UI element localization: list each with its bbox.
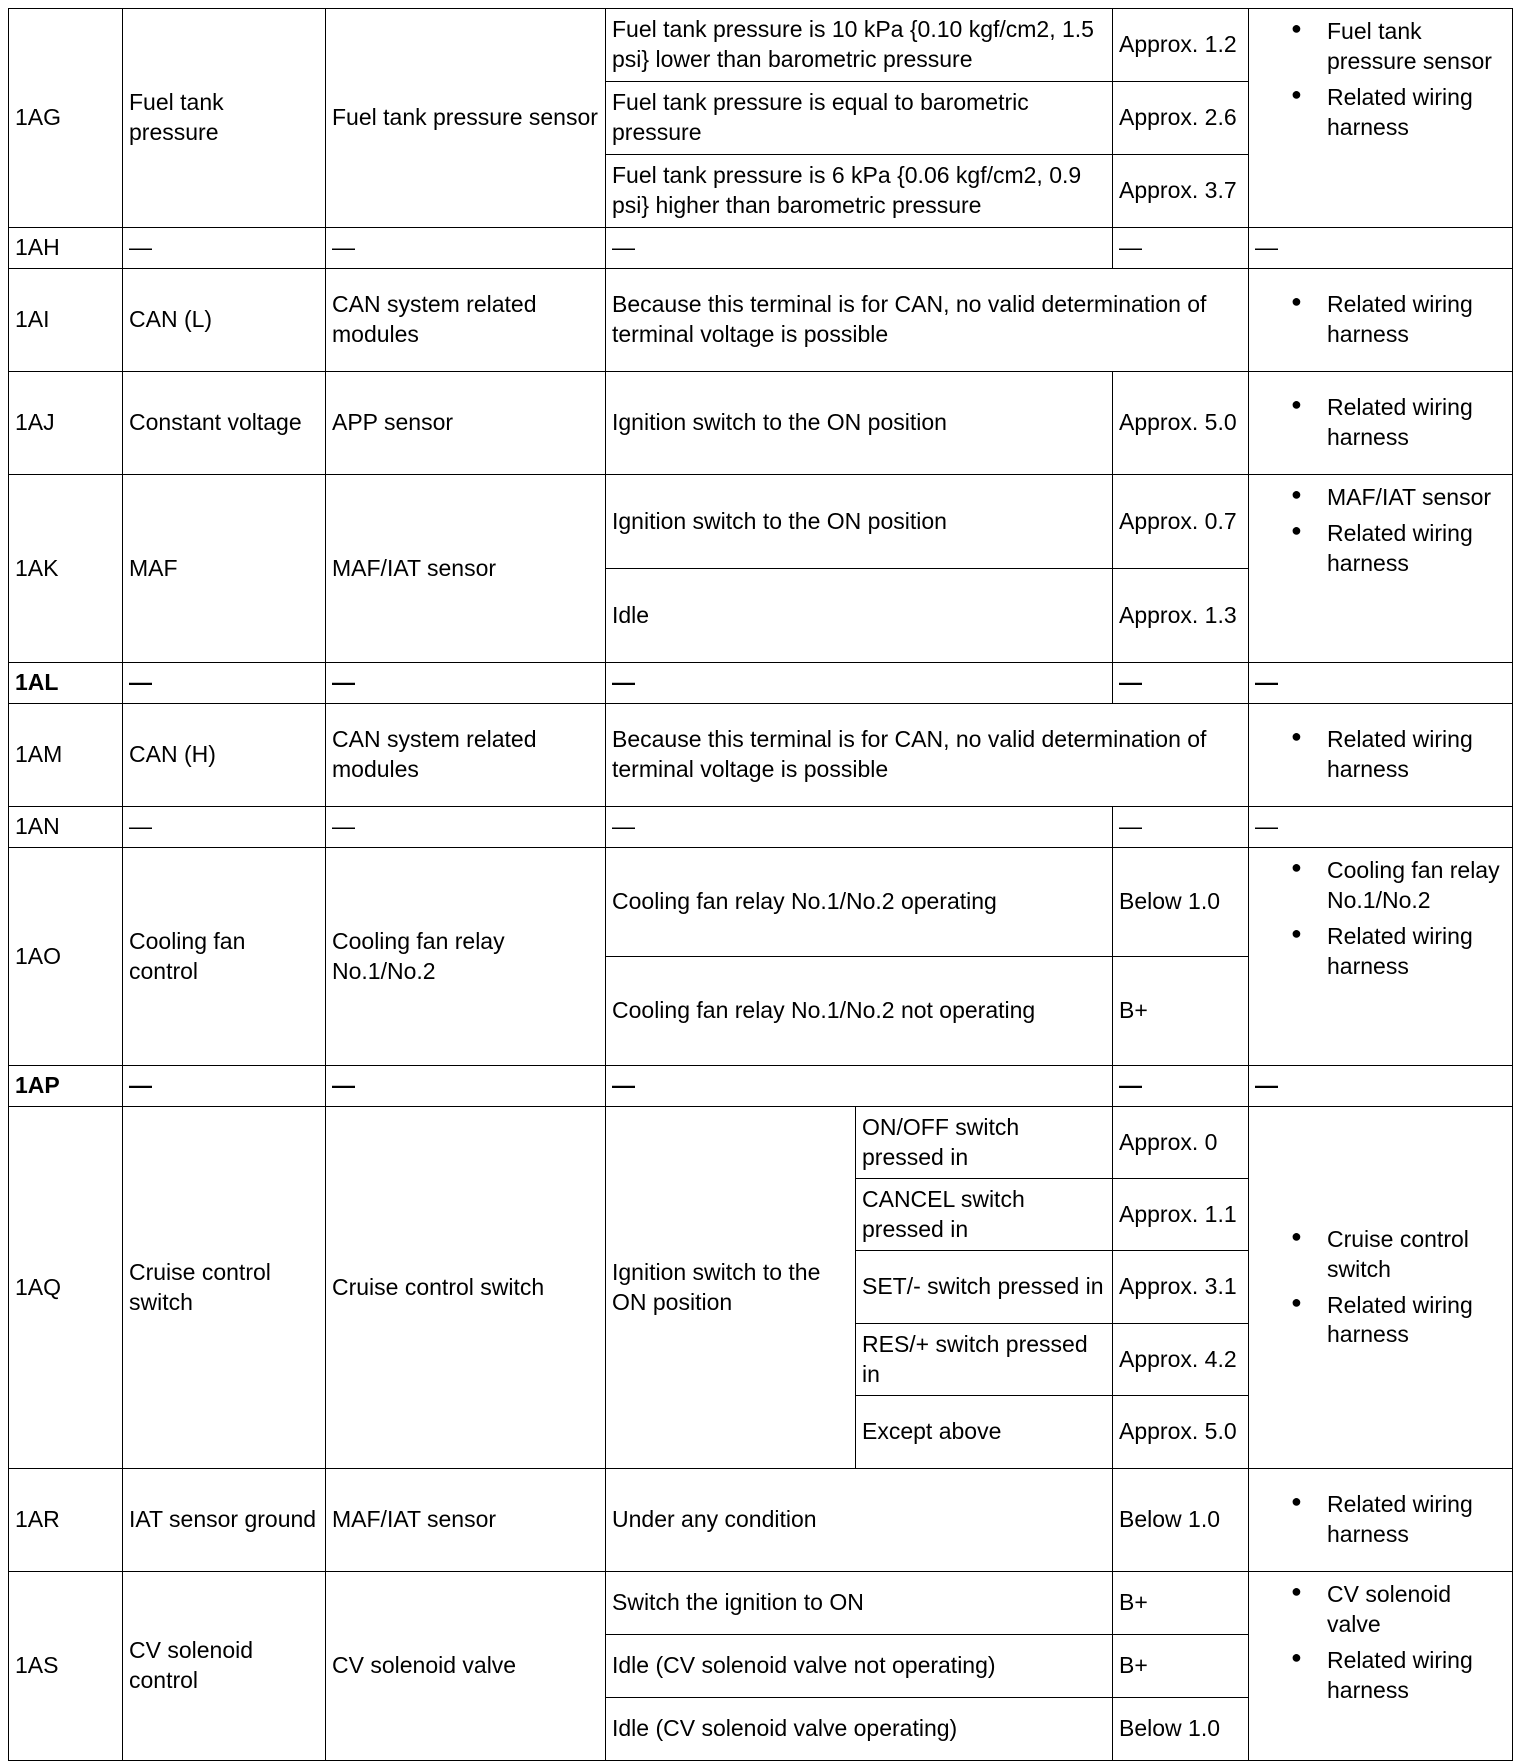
- table-row: [9, 475, 1513, 569]
- voltage-cell: Approx. 5.0: [1113, 372, 1249, 475]
- table-row: [9, 704, 1513, 807]
- terminal-cell: 1AM: [9, 704, 123, 807]
- voltage-cell: B+: [1113, 1572, 1249, 1635]
- terminal-cell: 1AO: [9, 848, 123, 1066]
- table-row: [9, 1469, 1513, 1572]
- connected-to-cell: —: [326, 1066, 606, 1107]
- connected-to-cell: CV solenoid valve: [326, 1572, 606, 1761]
- condition-cell: Fuel tank pressure is equal to barometric pressure: [606, 82, 1113, 155]
- voltage-cell: —: [1113, 228, 1249, 269]
- terminal-cell: 1AP: [9, 1066, 123, 1107]
- table-row: [9, 848, 1513, 957]
- table-row: [9, 663, 1513, 704]
- condition-cell: Idle (CV solenoid valve operating): [606, 1698, 1113, 1761]
- inspection-item: ● Related wiring harness: [1255, 1291, 1506, 1351]
- voltage-cell: Approx. 5.0: [1113, 1396, 1249, 1469]
- terminal-cell: 1AG: [9, 9, 123, 228]
- note-cell: Because this terminal is for CAN, no valid determination of terminal voltage is possible: [606, 704, 1249, 807]
- signal-cell: CV solenoid control: [123, 1572, 326, 1761]
- voltage-cell: B+: [1113, 957, 1249, 1066]
- signal-cell: Constant voltage: [123, 372, 326, 475]
- signal-cell: CAN (L): [123, 269, 326, 372]
- table-row: [9, 1107, 1513, 1179]
- connected-to-cell: —: [326, 663, 606, 704]
- connected-to-cell: —: [326, 228, 606, 269]
- signal-cell: MAF: [123, 475, 326, 663]
- signal-cell: —: [123, 1066, 326, 1107]
- voltage-cell: Approx. 0: [1113, 1107, 1249, 1179]
- voltage-cell: B+: [1113, 1635, 1249, 1698]
- inspection-cell: —: [1249, 663, 1513, 704]
- condition-cell: Idle: [606, 569, 1113, 663]
- condition-cell: Cooling fan relay No.1/No.2 not operating: [606, 957, 1113, 1066]
- inspection-item: ● CV solenoid valve: [1255, 1580, 1506, 1640]
- sub-condition-cell: RES/+ switch pressed in: [856, 1324, 1113, 1396]
- inspection-cell: [1249, 1469, 1513, 1572]
- table-row: [9, 372, 1513, 475]
- note-cell: Because this terminal is for CAN, no valid determination of terminal voltage is possible: [606, 269, 1249, 372]
- signal-cell: CAN (H): [123, 704, 326, 807]
- signal-cell: —: [123, 663, 326, 704]
- voltage-cell: Below 1.0: [1113, 1698, 1249, 1761]
- condition-cell: Ignition switch to the ON position: [606, 372, 1113, 475]
- voltage-cell: —: [1113, 1066, 1249, 1107]
- table-row: [9, 228, 1513, 269]
- terminal-cell: 1AL: [9, 663, 123, 704]
- sub-condition-cell: CANCEL switch pressed in: [856, 1179, 1113, 1251]
- inspection-item: ● MAF/IAT sensor: [1255, 483, 1506, 513]
- inspection-item: ● Related wiring harness: [1255, 922, 1506, 982]
- signal-cell: IAT sensor ground: [123, 1469, 326, 1572]
- inspection-item: ● Cooling fan relay No.1/No.2: [1255, 856, 1506, 916]
- inspection-item: ● Related wiring harness: [1255, 393, 1506, 453]
- terminal-cell: 1AS: [9, 1572, 123, 1761]
- condition-cell: Ignition switch to the ON position: [606, 475, 1113, 569]
- condition-cell: Switch the ignition to ON: [606, 1572, 1113, 1635]
- table-row: [9, 269, 1513, 372]
- inspection-item: ● Cruise control switch: [1255, 1225, 1506, 1285]
- signal-cell: —: [123, 807, 326, 848]
- inspection-cell: [1249, 475, 1513, 663]
- condition-cell: —: [606, 1066, 1113, 1107]
- inspection-item: ● Related wiring harness: [1255, 1490, 1506, 1550]
- inspection-cell: [1249, 9, 1513, 228]
- table-row: [9, 807, 1513, 848]
- connected-to-cell: CAN system related modules: [326, 704, 606, 807]
- voltage-cell: Approx. 2.6: [1113, 82, 1249, 155]
- terminal-cell: 1AR: [9, 1469, 123, 1572]
- inspection-item: ● Related wiring harness: [1255, 1646, 1506, 1706]
- condition-cell: Fuel tank pressure is 10 kPa {0.10 kgf/cm2, 1.5 psi} lower than barometric pressure: [606, 9, 1113, 82]
- connected-to-cell: Cruise control switch: [326, 1107, 606, 1469]
- table-row: [9, 1066, 1513, 1107]
- inspection-cell: [1249, 269, 1513, 372]
- connected-to-cell: CAN system related modules: [326, 269, 606, 372]
- signal-cell: Cruise control switch: [123, 1107, 326, 1469]
- connected-to-cell: Fuel tank pressure sensor: [326, 9, 606, 228]
- inspection-item: ● Related wiring harness: [1255, 83, 1506, 143]
- voltage-cell: Approx. 3.7: [1113, 155, 1249, 228]
- sub-condition-cell: ON/OFF switch pressed in: [856, 1107, 1113, 1179]
- inspection-item: ● Related wiring harness: [1255, 290, 1506, 350]
- terminal-cell: 1AH: [9, 228, 123, 269]
- condition-cell: —: [606, 663, 1113, 704]
- table-row: [9, 9, 1513, 82]
- inspection-item: ● Related wiring harness: [1255, 519, 1506, 579]
- inspection-cell: [1249, 1572, 1513, 1761]
- signal-cell: Fuel tank pressure: [123, 9, 326, 228]
- inspection-cell: [1249, 372, 1513, 475]
- inspection-cell: —: [1249, 807, 1513, 848]
- inspection-cell: [1249, 848, 1513, 1066]
- condition-cell: Idle (CV solenoid valve not operating): [606, 1635, 1113, 1698]
- connected-to-cell: —: [326, 807, 606, 848]
- voltage-cell: Approx. 1.3: [1113, 569, 1249, 663]
- inspection-cell: [1249, 1107, 1513, 1469]
- connected-to-cell: Cooling fan relay No.1/No.2: [326, 848, 606, 1066]
- connected-to-cell: MAF/IAT sensor: [326, 475, 606, 663]
- inspection-item: ● Fuel tank pressure sensor: [1255, 17, 1506, 77]
- condition-cell: —: [606, 807, 1113, 848]
- voltage-cell: Approx. 1.1: [1113, 1179, 1249, 1251]
- voltage-cell: Approx. 1.2: [1113, 9, 1249, 82]
- condition-cell: —: [606, 228, 1113, 269]
- signal-cell: —: [123, 228, 326, 269]
- condition-cell: Ignition switch to the ON position: [606, 1107, 856, 1469]
- voltage-cell: —: [1113, 807, 1249, 848]
- condition-cell: Fuel tank pressure is 6 kPa {0.06 kgf/cm2, 0.9 psi} higher than barometric pressure: [606, 155, 1113, 228]
- terminal-cell: 1AN: [9, 807, 123, 848]
- voltage-cell: Approx. 4.2: [1113, 1324, 1249, 1396]
- inspection-cell: —: [1249, 1066, 1513, 1107]
- inspection-cell: [1249, 704, 1513, 807]
- voltage-cell: Below 1.0: [1113, 848, 1249, 957]
- terminal-cell: 1AQ: [9, 1107, 123, 1469]
- condition-cell: Cooling fan relay No.1/No.2 operating: [606, 848, 1113, 957]
- sub-condition-cell: SET/- switch pressed in: [856, 1251, 1113, 1324]
- terminal-cell: 1AI: [9, 269, 123, 372]
- voltage-cell: Approx. 3.1: [1113, 1251, 1249, 1324]
- inspection-item: ● Related wiring harness: [1255, 725, 1506, 785]
- connected-to-cell: APP sensor: [326, 372, 606, 475]
- terminal-cell: 1AK: [9, 475, 123, 663]
- voltage-cell: Below 1.0: [1113, 1469, 1249, 1572]
- terminal-cell: 1AJ: [9, 372, 123, 475]
- connected-to-cell: MAF/IAT sensor: [326, 1469, 606, 1572]
- voltage-cell: Approx. 0.7: [1113, 475, 1249, 569]
- signal-cell: Cooling fan control: [123, 848, 326, 1066]
- table-row: [9, 1572, 1513, 1635]
- voltage-cell: —: [1113, 663, 1249, 704]
- condition-cell: Under any condition: [606, 1469, 1113, 1572]
- sub-condition-cell: Except above: [856, 1396, 1113, 1469]
- terminal-voltage-table: [8, 8, 1513, 1761]
- inspection-cell: —: [1249, 228, 1513, 269]
